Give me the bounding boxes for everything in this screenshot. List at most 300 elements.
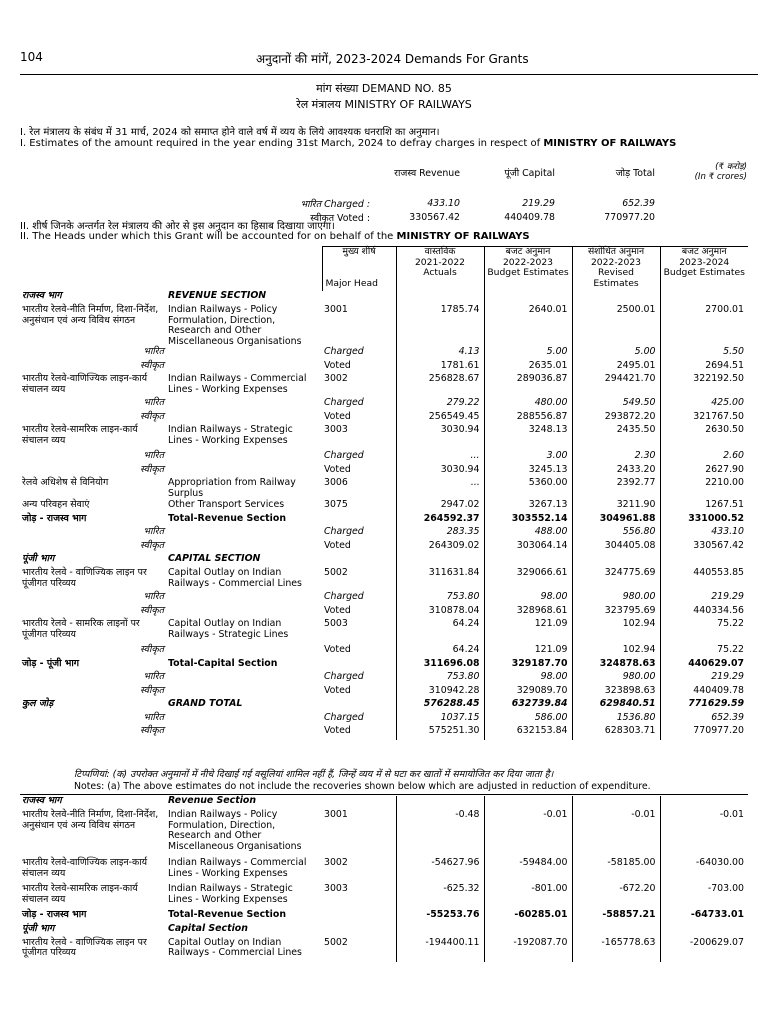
table-row	[20, 606, 748, 620]
row-value: 121.09	[484, 619, 572, 645]
table-row	[20, 619, 748, 645]
row-value: 575251.30	[396, 726, 484, 740]
empty-cell	[484, 924, 572, 938]
row-value: -703.00	[660, 884, 748, 910]
row-value: 1536.80	[572, 713, 660, 727]
row-value: 980.00	[572, 592, 660, 606]
row-value: -59484.00	[484, 858, 572, 884]
empty-cell	[572, 796, 660, 810]
row-label-hi: भारतीय रेलवे-सामरिक लाइन-कार्य संचालन व्यय	[22, 883, 138, 905]
row-value: 440409.78	[660, 686, 748, 700]
row-value: 256549.45	[396, 412, 484, 426]
table-row	[20, 361, 748, 375]
row-label-hi: राजस्व भाग	[22, 290, 62, 301]
row-value: -64733.01	[660, 910, 748, 924]
row-label-hi: जोड़ - पूंजी भाग	[22, 657, 80, 669]
empty-cell	[166, 672, 322, 686]
row-value: 549.50	[572, 398, 660, 412]
empty-cell	[166, 412, 322, 426]
row-label-hi: राजस्व भाग	[22, 795, 62, 806]
row-value: 311696.08	[396, 659, 484, 673]
row-major-head: 5002	[324, 936, 348, 948]
empty-cell	[166, 347, 322, 361]
row-sub-label-hi: भारित	[143, 450, 164, 461]
empty-cell	[396, 291, 484, 305]
row-value: 329089.70	[484, 686, 572, 700]
row-value: 304405.08	[572, 541, 660, 555]
row-value: 3.00	[484, 451, 572, 465]
row-label-hi: भारतीय रेलवे - वाणिज्यिक लाइन पर पूंजीगत परिव्यय	[22, 936, 147, 958]
row-label-hi: भारतीय रेलवे - वाणिज्यिक लाइन पर पूंजीगत परिव्यय	[22, 567, 147, 589]
row-value: -192087.70	[484, 938, 572, 962]
summary-value: 770977.20	[604, 211, 655, 223]
row-value: 5.00	[484, 347, 572, 361]
row-value: 330567.42	[660, 541, 748, 555]
summary-unit-hi: (₹ करोड़)	[715, 162, 747, 172]
row-label-en: Capital Outlay on Indian Railways - Commercial Lines	[168, 936, 302, 958]
notes-english: Notes: (a) The above estimates do not include the recoveries shown below which are adjusted in reduction of expenditure.	[74, 781, 651, 792]
empty-cell	[166, 541, 322, 555]
section2-english	[20, 231, 530, 242]
row-type: Charged	[324, 526, 364, 537]
row-sub-label-hi: स्वीकृत	[140, 604, 164, 616]
table-row	[20, 305, 748, 347]
row-value: 279.22	[396, 398, 484, 412]
summary-unit	[655, 162, 747, 182]
row-value: 321767.50	[660, 412, 748, 426]
row-major-head: 3001	[324, 304, 348, 315]
empty-cell	[166, 451, 322, 465]
row-type: Voted	[324, 410, 351, 422]
row-major-head: 5002	[324, 567, 348, 578]
table-row	[20, 924, 748, 938]
row-value: 440629.07	[660, 659, 748, 673]
table-row	[20, 478, 748, 500]
row-major-head: 3003	[324, 424, 348, 435]
row-label-en: Indian Railways - Strategic Lines - Working Expenses	[168, 883, 293, 905]
summary-value: 440409.78	[504, 211, 555, 223]
row-value: 3245.13	[484, 465, 572, 479]
empty-cell	[572, 291, 660, 305]
table-row	[20, 699, 748, 713]
row-value: 2.60	[660, 451, 748, 465]
row-value: 5.00	[572, 347, 660, 361]
row-value: 433.10	[660, 527, 748, 541]
summary-table	[270, 162, 747, 224]
page-number: 104	[20, 50, 43, 64]
empty-cell	[572, 924, 660, 938]
row-value: 329187.70	[484, 659, 572, 673]
table-row	[20, 726, 748, 740]
row-sub-label-hi: भारित	[143, 526, 164, 537]
row-value: 264592.37	[396, 514, 484, 528]
table-row	[20, 554, 748, 568]
row-label-hi: रेलवे अधिशेष से विनियोग	[22, 477, 109, 488]
row-major-head: 3001	[324, 809, 348, 820]
col-en: Budget Estimates	[663, 267, 745, 278]
row-value: -194400.11	[396, 938, 484, 962]
table-row	[20, 568, 748, 592]
col-year: 2022-2023	[590, 256, 642, 268]
summary-col-revenue: राजस्व Revenue	[394, 167, 460, 179]
table-row	[20, 527, 748, 541]
row-sub-label-hi: स्वीकृत	[140, 539, 164, 551]
row-value: -0.48	[396, 810, 484, 858]
row-type: Charged	[324, 450, 364, 461]
row-type: Charged	[324, 711, 364, 723]
row-value: 1037.15	[396, 713, 484, 727]
row-value: 303064.14	[484, 541, 572, 555]
row-label-hi: भारतीय रेलवे-वाणिज्यिक लाइन-कार्य संचालन व्यय	[22, 857, 148, 879]
major-head-en: Major Head	[325, 277, 378, 289]
major-head-hi: मुख्य शीर्ष	[342, 246, 376, 257]
row-value: -58185.00	[572, 858, 660, 884]
row-label-en: Indian Railways - Strategic Lines - Working Expenses	[168, 424, 293, 446]
row-value: 329066.61	[484, 568, 572, 592]
row-value: 64.24	[396, 619, 484, 645]
col-en: Revised Estimates	[593, 267, 639, 289]
row-value: 256828.67	[396, 374, 484, 398]
col-header	[572, 247, 660, 292]
row-label-hi: जोड़ - राजस्व भाग	[22, 909, 87, 920]
row-sub-label-hi: स्वीकृत	[140, 359, 164, 371]
row-value: 328968.61	[484, 606, 572, 620]
major-head-header	[322, 247, 396, 292]
row-type: Voted	[324, 644, 351, 655]
row-value: 303552.14	[484, 514, 572, 528]
table-row	[20, 858, 748, 884]
header-divider	[20, 74, 758, 75]
row-type: Charged	[324, 591, 364, 602]
row-value: 64.24	[396, 645, 484, 659]
row-type: Voted	[324, 539, 351, 551]
empty-cell	[166, 713, 322, 727]
row-value: 2495.01	[572, 361, 660, 375]
row-value: 2700.01	[660, 305, 748, 347]
row-label-en: Appropriation from Railway Surplus	[168, 477, 296, 499]
row-label-en: Other Transport Services	[168, 499, 285, 510]
empty-cell	[322, 910, 396, 924]
row-label-hi: भारतीय रेलवे - सामरिक लाइनों पर पूंजीगत परिव्यय	[22, 618, 140, 640]
row-value: 2627.90	[660, 465, 748, 479]
row-value: 632739.84	[484, 699, 572, 713]
row-value: -55253.76	[396, 910, 484, 924]
summary-charged-label: भारित Charged :	[300, 198, 370, 210]
row-value: 753.80	[396, 592, 484, 606]
row-value: 283.35	[396, 527, 484, 541]
empty-cell	[396, 554, 484, 568]
row-value: 2630.50	[660, 425, 748, 451]
row-sub-label-hi: भारित	[143, 591, 164, 602]
row-label-en: Capital Outlay on Indian Railways - Strategic Lines	[168, 618, 289, 640]
empty-cell	[322, 291, 396, 305]
empty-cell	[166, 527, 322, 541]
table-row	[20, 398, 748, 412]
row-value: 2500.01	[572, 305, 660, 347]
table-row	[20, 910, 748, 924]
row-label-en: CAPITAL SECTION	[168, 553, 261, 564]
row-value: -58857.21	[572, 910, 660, 924]
row-value: 98.00	[484, 592, 572, 606]
empty-cell	[166, 686, 322, 700]
empty-cell	[322, 796, 396, 810]
row-value: ...	[396, 451, 484, 465]
row-sub-label-hi: भारित	[143, 671, 164, 682]
empty-cell	[660, 924, 748, 938]
row-label-hi: पूंजी भाग	[22, 553, 55, 564]
col-header	[396, 247, 484, 292]
summary-col-total: जोड़ Total	[615, 167, 655, 179]
row-value: -60285.01	[484, 910, 572, 924]
col-hi: बजट अनुमान	[505, 246, 551, 257]
row-value: 219.29	[660, 672, 748, 686]
row-value: -64030.00	[660, 858, 748, 884]
row-major-head: 3002	[324, 373, 348, 384]
row-label-hi: भारतीय रेलवे-नीति निर्माण, दिशा-निर्देश, अनुसंधान एवं अन्य विविध संगठन	[22, 304, 159, 326]
row-value: 2433.20	[572, 465, 660, 479]
row-value: 753.80	[396, 672, 484, 686]
row-value: 576288.45	[396, 699, 484, 713]
row-value: 293872.20	[572, 412, 660, 426]
empty-cell	[166, 592, 322, 606]
row-value: 3030.94	[396, 465, 484, 479]
empty-cell	[166, 726, 322, 740]
row-value: 2947.02	[396, 500, 484, 514]
row-value: 5360.00	[484, 478, 572, 500]
row-label-en: Indian Railways - Commercial Lines - Working Expenses	[168, 857, 307, 879]
notes-hindi: टिप्पणियां: (क) उपरोक्त अनुमानों में नीचे दिखाई गई वसूलियां शामिल नहीं हैं, जिन्हें व्यय में से घटा कर खातों में समायोजित कर दिया जाता है।	[74, 769, 554, 780]
col-hi: बजट अनुमान	[681, 246, 727, 257]
row-value: 310878.04	[396, 606, 484, 620]
row-value: -0.01	[484, 810, 572, 858]
row-value: -672.20	[572, 884, 660, 910]
table-row	[20, 412, 748, 426]
row-type: Charged	[324, 346, 364, 357]
row-sub-label-hi: भारित	[143, 397, 164, 408]
summary-value: 330567.42	[409, 211, 460, 223]
col-header	[484, 247, 572, 292]
row-value: 219.29	[660, 592, 748, 606]
row-value: 322192.50	[660, 374, 748, 398]
row-value: 5.50	[660, 347, 748, 361]
table-row	[20, 374, 748, 398]
row-value: 323898.63	[572, 686, 660, 700]
row-label-en: Indian Railways - Policy Formulation, Direction, Research and Other Miscellaneous Organisations	[168, 304, 302, 347]
empty-cell	[166, 645, 322, 659]
row-type: Voted	[324, 463, 351, 475]
row-value: 3030.94	[396, 425, 484, 451]
table-row	[20, 291, 748, 305]
table-row	[20, 465, 748, 479]
row-sub-label-hi: स्वीकृत	[140, 684, 164, 696]
empty-cell	[396, 924, 484, 938]
section1-english-bold: MINISTRY OF RAILWAYS	[543, 138, 677, 149]
row-value: -0.01	[660, 810, 748, 858]
row-value: 2640.01	[484, 305, 572, 347]
table-row	[20, 659, 748, 673]
row-value: ...	[396, 478, 484, 500]
row-value: 628303.71	[572, 726, 660, 740]
row-value: 324775.69	[572, 568, 660, 592]
row-label-hi: कुल जोड़	[22, 698, 54, 709]
row-value: 1781.61	[396, 361, 484, 375]
row-value: 3211.90	[572, 500, 660, 514]
row-sub-label-hi: स्वीकृत	[140, 463, 164, 475]
row-label-en: Total-Revenue Section	[168, 512, 286, 524]
row-value: 288556.87	[484, 412, 572, 426]
row-label-hi: जोड़ - राजस्व भाग	[22, 512, 87, 524]
row-label-en: Total-Revenue Section	[168, 909, 286, 920]
table-row	[20, 500, 748, 514]
row-type: Voted	[324, 684, 351, 696]
ministry-title: रेल मंत्रालय MINISTRY OF RAILWAYS	[296, 98, 472, 111]
row-label-en: REVENUE SECTION	[168, 290, 267, 301]
empty-cell	[484, 554, 572, 568]
empty-cell	[322, 514, 396, 528]
row-value: -54627.96	[396, 858, 484, 884]
row-major-head: 3003	[324, 883, 348, 894]
table-row	[20, 425, 748, 451]
row-value: 440334.56	[660, 606, 748, 620]
row-value: -165778.63	[572, 938, 660, 962]
summary-value: 652.39	[622, 197, 655, 209]
demand-table	[20, 246, 748, 740]
table-row	[20, 645, 748, 659]
row-type: Voted	[324, 359, 351, 371]
row-value: 2694.51	[660, 361, 748, 375]
row-value: 425.00	[660, 398, 748, 412]
row-value: 331000.52	[660, 514, 748, 528]
empty-cell	[166, 361, 322, 375]
empty-cell	[660, 554, 748, 568]
row-label-en: GRAND TOTAL	[168, 698, 243, 709]
row-label-hi: भारतीय रेलवे-सामरिक लाइन-कार्य संचालन व्यय	[22, 424, 138, 446]
row-value: 2435.50	[572, 425, 660, 451]
empty-cell	[484, 796, 572, 810]
col-hi: संशोधित अनुमान	[587, 246, 645, 257]
row-value: 2.30	[572, 451, 660, 465]
row-value: 98.00	[484, 672, 572, 686]
row-sub-label-hi: स्वीकृत	[140, 725, 164, 736]
row-value: 310942.28	[396, 686, 484, 700]
summary-value: 219.29	[522, 197, 555, 209]
row-sub-label-hi: स्वीकृत	[140, 410, 164, 422]
empty-cell	[484, 291, 572, 305]
row-major-head: 3006	[324, 477, 348, 488]
empty-cell	[166, 465, 322, 479]
row-value: 652.39	[660, 713, 748, 727]
col-header	[660, 247, 748, 292]
table-row	[20, 938, 748, 962]
recoveries-table	[20, 796, 748, 962]
notes-divider	[20, 794, 748, 795]
row-label-hi: भारतीय रेलवे-नीति निर्माण, दिशा-निर्देश, अनुसंधान एवं अन्य विविध संगठन	[22, 809, 159, 831]
table-row	[20, 347, 748, 361]
row-value: 2635.01	[484, 361, 572, 375]
row-value: 632153.84	[484, 726, 572, 740]
row-type: Voted	[324, 604, 351, 616]
row-value: 480.00	[484, 398, 572, 412]
row-value: 323795.69	[572, 606, 660, 620]
row-value: 556.80	[572, 527, 660, 541]
row-value: 2392.77	[572, 478, 660, 500]
table-row	[20, 810, 748, 858]
row-major-head: 3002	[324, 857, 348, 868]
table-row	[20, 541, 748, 555]
row-value: -0.01	[572, 810, 660, 858]
col-year: 2022-2023	[502, 256, 554, 268]
table-row	[20, 884, 748, 910]
col-en: Budget Estimates	[487, 267, 569, 278]
row-value: 771629.59	[660, 699, 748, 713]
row-label-hi: पूंजी भाग	[22, 922, 55, 934]
row-value: 102.94	[572, 645, 660, 659]
row-value: 264309.02	[396, 541, 484, 555]
summary-voted-label: स्वीकृत Voted :	[310, 212, 370, 224]
row-value: 1267.51	[660, 500, 748, 514]
row-value: 980.00	[572, 672, 660, 686]
row-value: 102.94	[572, 619, 660, 645]
section1-english-text: I. Estimates of the amount required in the year ending 31st March, 2024 to defray charges in respect of	[20, 138, 541, 149]
row-type: Charged	[324, 671, 364, 682]
row-major-head: 3075	[324, 499, 348, 510]
row-label-en: Capital Section	[168, 922, 248, 934]
col-year: 2023-2024	[679, 256, 730, 268]
row-label-en: Indian Railways - Commercial Lines - Working Expenses	[168, 373, 307, 395]
section2-english-text: II. The Heads under which this Grant will be accounted for on behalf of the	[20, 231, 394, 242]
empty-cell	[660, 796, 748, 810]
section2-hindi: II. शीर्ष जिनके अन्तर्गत रेल मंत्रालय की ओर से इस अनुदान का हिसाब दिखाया जाएगा।	[20, 221, 335, 232]
row-value: 3248.13	[484, 425, 572, 451]
table-row	[20, 451, 748, 465]
empty-cell	[660, 291, 748, 305]
row-value: 4.13	[396, 347, 484, 361]
row-type: Voted	[324, 725, 351, 736]
demand-number: मांग संख्या DEMAND NO. 85	[316, 82, 452, 95]
row-label-en: Capital Outlay on Indian Railways - Commercial Lines	[168, 567, 302, 589]
row-value: 304961.88	[572, 514, 660, 528]
row-type: Charged	[324, 397, 364, 408]
table-row	[20, 592, 748, 606]
empty-cell	[396, 796, 484, 810]
table-row	[20, 796, 748, 810]
row-sub-label-hi: भारित	[143, 711, 164, 723]
empty-cell	[166, 606, 322, 620]
row-value: 1785.74	[396, 305, 484, 347]
row-value: 324878.63	[572, 659, 660, 673]
row-value: 440553.85	[660, 568, 748, 592]
section1-english	[20, 138, 676, 149]
page-title: अनुदानों की मांगें, 2023-2024 Demands For Grants	[256, 52, 529, 66]
empty-cell	[166, 398, 322, 412]
row-value: 75.22	[660, 619, 748, 645]
table-row	[20, 713, 748, 727]
row-value: 488.00	[484, 527, 572, 541]
row-sub-label-hi: स्वीकृत	[140, 644, 164, 655]
row-label-en: Indian Railways - Policy Formulation, Direction, Research and Other Miscellaneous Organisations	[168, 809, 302, 852]
summary-value: 433.10	[427, 197, 460, 209]
col-year: 2021-2022	[414, 256, 466, 268]
row-value: 629840.51	[572, 699, 660, 713]
row-label-en: Total-Capital Section	[168, 657, 278, 669]
section1-hindi: I. रेल मंत्रालय के संबंध में 31 मार्च, 2024 को समाप्त होने वाले वर्ष में व्यय के लिये आवश्यक धनराशि का अनुमान।	[20, 127, 440, 138]
row-value: 3267.13	[484, 500, 572, 514]
row-value: -200629.07	[660, 938, 748, 962]
row-sub-label-hi: भारित	[143, 346, 164, 357]
empty-cell	[572, 554, 660, 568]
table-row	[20, 686, 748, 700]
table-row	[20, 514, 748, 528]
